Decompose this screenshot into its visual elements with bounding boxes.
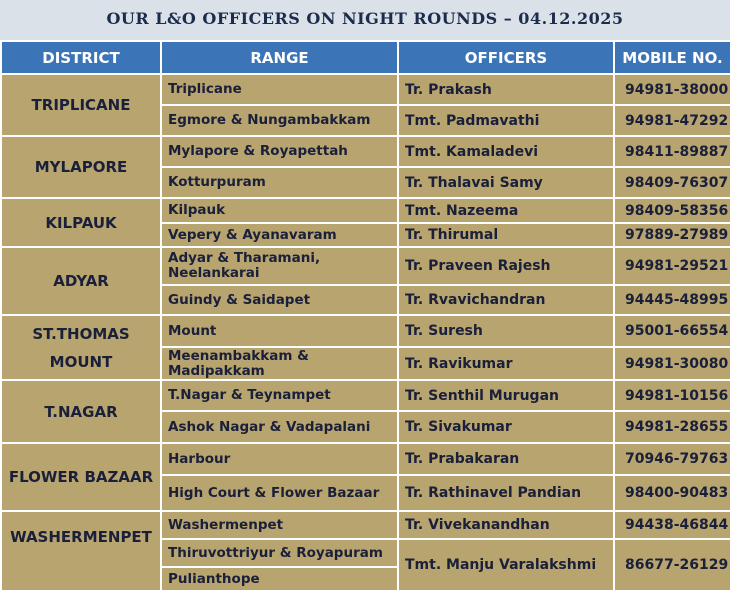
officer-cell: Tr. Praveen Rajesh [398,247,614,285]
range-cell: Thiruvottriyur & Royapuram [161,539,398,567]
range-cell: Vepery & Ayanavaram [161,223,398,247]
table-row [1,380,730,411]
mobile-cell: 95001-66554 [614,315,730,347]
range-cell: Adyar & Tharamani, Neelankarai [161,247,398,285]
table-row [1,198,730,223]
table-row [1,74,730,105]
range-cell: Kotturpuram [161,167,398,198]
range-cell: High Court & Flower Bazaar [161,475,398,511]
header-mobile: MOBILE NO. [614,41,730,74]
officers-table [0,40,730,592]
district-cell: ST.THOMAS MOUNT [1,315,161,380]
mobile-cell: 94981-29521 [614,247,730,285]
mobile-cell: 94445-48995 [614,285,730,315]
officer-cell: Tr. Thalavai Samy [398,167,614,198]
officer-cell: Tr. Sivakumar [398,411,614,443]
district-cell: T.NAGAR [1,380,161,443]
officer-cell: Tr. Suresh [398,315,614,347]
district-cell: FLOWER BAZAAR [1,443,161,511]
range-cell: Pulianthope [161,567,398,591]
mobile-cell: 94438-46844 [614,511,730,539]
table-row [1,247,730,285]
officer-cell: Tr. Prakash [398,74,614,105]
range-cell: Triplicane [161,74,398,105]
range-cell: Egmore & Nungambakkam [161,105,398,136]
officer-cell: Tmt. Manju Varalakshmi [398,539,614,591]
mobile-cell: 98409-76307 [614,167,730,198]
mobile-cell: 94981-28655 [614,411,730,443]
mobile-cell: 70946-79763 [614,443,730,475]
range-cell: Mylapore & Royapettah [161,136,398,167]
mobile-cell: 98409-58356 [614,198,730,223]
district-cell: KILPAUK [1,198,161,247]
district-cell: ADYAR [1,247,161,315]
officer-cell: Tr. Prabakaran [398,443,614,475]
range-cell: Washermenpet [161,511,398,539]
mobile-cell: 94981-47292 [614,105,730,136]
officer-cell: Tr. Rvavichandran [398,285,614,315]
mobile-cell: 94981-10156 [614,380,730,411]
table-row [1,315,730,347]
officer-cell: Tmt. Kamaladevi [398,136,614,167]
officer-cell: Tmt. Padmavathi [398,105,614,136]
mobile-cell: 98411-89887 [614,136,730,167]
mobile-cell: 98400-90483 [614,475,730,511]
table-row [1,511,730,539]
range-cell: Guindy & Saidapet [161,285,398,315]
district-cell: TRIPLICANE [1,74,161,136]
officer-cell: Tmt. Nazeema [398,198,614,223]
range-cell: Mount [161,315,398,347]
officer-cell: Tr. Ravikumar [398,347,614,380]
district-cell: WASHERMENPET [1,511,161,591]
header-officers: OFFICERS [398,41,614,74]
table-row [1,443,730,475]
district-cell: MYLAPORE [1,136,161,198]
mobile-cell: 94981-38000 [614,74,730,105]
range-cell: Ashok Nagar & Vadapalani [161,411,398,443]
header-row [1,41,730,74]
officer-cell: Tr. Rathinavel Pandian [398,475,614,511]
officer-cell: Tr. Senthil Murugan [398,380,614,411]
table-row [1,136,730,167]
mobile-cell: 94981-30080 [614,347,730,380]
officer-cell: Tr. Thirumal [398,223,614,247]
page-title: OUR L&O OFFICERS ON NIGHT ROUNDS – 04.12.2025 [0,0,730,40]
range-cell: Kilpauk [161,198,398,223]
range-cell: T.Nagar & Teynampet [161,380,398,411]
range-cell: Meenambakkam & Madipakkam [161,347,398,380]
mobile-cell: 86677-26129 [614,539,730,591]
header-range: RANGE [161,41,398,74]
range-cell: Harbour [161,443,398,475]
header-district: DISTRICT [1,41,161,74]
officer-cell: Tr. Vivekanandhan [398,511,614,539]
mobile-cell: 97889-27989 [614,223,730,247]
